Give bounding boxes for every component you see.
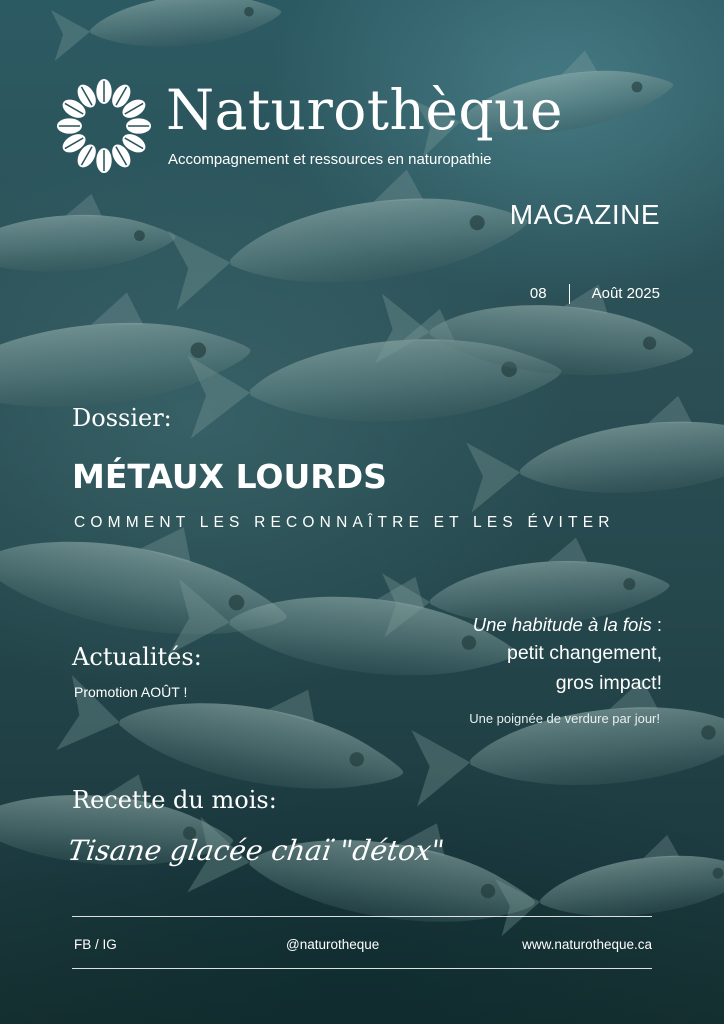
footer-divider-top	[72, 916, 652, 917]
habit-heading	[473, 612, 662, 638]
issue-date: Août 2025	[591, 285, 660, 302]
habit-line-3: gros impact!	[555, 672, 662, 694]
footer-handle: @naturotheque	[286, 937, 380, 952]
actualites-text: Promotion AOÛT !	[74, 684, 188, 700]
habit-block	[473, 612, 662, 698]
footer-website: www.naturotheque.ca	[522, 937, 652, 952]
recette-title: Tisane glacée chaï "détox"	[65, 834, 447, 867]
publication-type: MAGAZINE	[509, 199, 660, 230]
dossier-subtitle: COMMENT LES RECONNAÎTRE ET LES ÉVITER	[74, 514, 615, 531]
habit-heading-italic: Une habitude à la fois	[472, 614, 652, 635]
footer-social: FB / IG	[74, 937, 117, 952]
dossier-label: Dossier:	[72, 404, 172, 432]
issue-number: 08	[529, 285, 547, 302]
actualites-label: Actualités:	[72, 643, 202, 671]
dossier-title: MÉTAUX LOURDS	[72, 457, 387, 496]
habit-heading-suffix: :	[651, 614, 662, 635]
recette-label: Recette du mois:	[72, 786, 277, 814]
issue-divider	[569, 284, 570, 304]
footer-divider-bottom	[72, 968, 652, 969]
brand-tagline: Accompagnement et ressources en naturopathie	[168, 151, 492, 168]
habit-line-2: petit changement,	[506, 642, 662, 664]
habit-note: Une poignée de verdure par jour!	[469, 711, 660, 726]
issue-info	[530, 282, 660, 306]
leaf-wreath-icon	[56, 78, 152, 174]
brand-name: Naturothèque	[166, 78, 564, 142]
